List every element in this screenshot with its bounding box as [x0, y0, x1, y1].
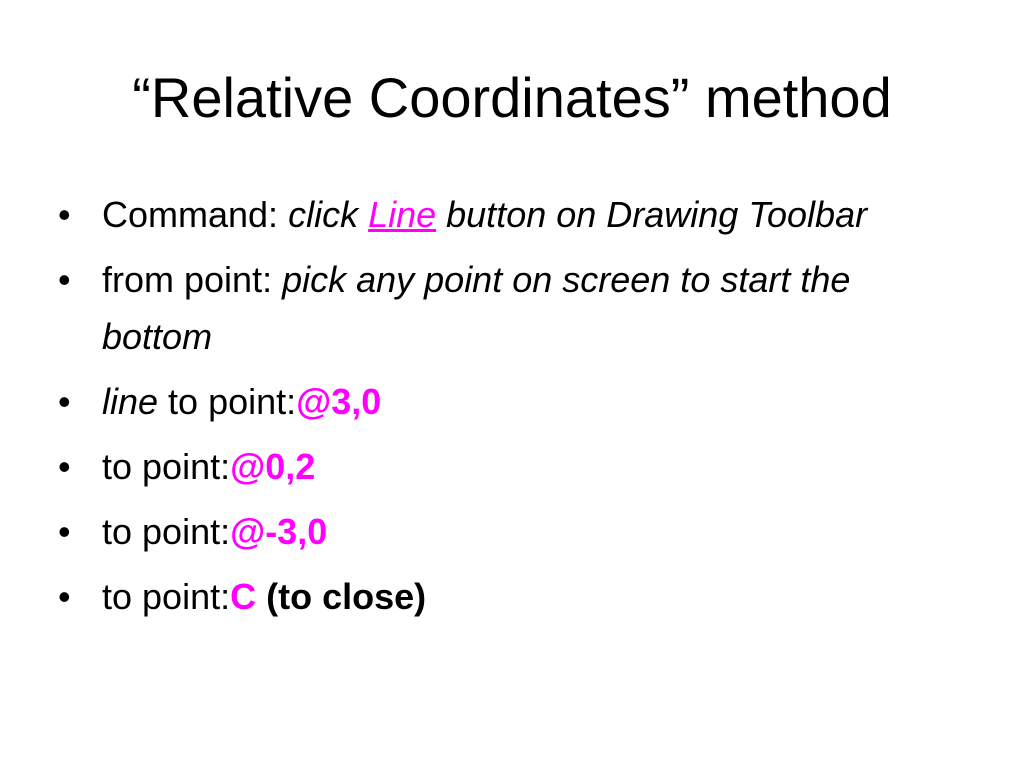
bullet-text: to point: [102, 511, 231, 552]
bullet-from-point [58, 251, 938, 365]
bullet-italic-text: click [288, 194, 369, 235]
bullet-prefix: from point: [102, 259, 283, 300]
bullet-italic-text: line [102, 381, 159, 422]
bullet-icon: • [58, 446, 71, 487]
bullet-icon: • [58, 259, 71, 300]
bullet-command [58, 186, 938, 243]
coordinate-value: @0,2 [230, 446, 316, 487]
slide-title: “Relative Coordinates” method [132, 66, 892, 129]
bullet-line-to-point [58, 373, 938, 430]
bullet-list [58, 186, 938, 633]
bullet-prefix: Command: [102, 194, 289, 235]
bullet-italic-text: button on Drawing Toolbar [436, 194, 868, 235]
bullet-icon: • [58, 576, 71, 617]
coordinate-value: @3,0 [296, 381, 382, 422]
bullet-text: to point: [102, 446, 231, 487]
coordinate-value: @-3,0 [230, 511, 328, 552]
bullet-close [58, 568, 938, 625]
bullet-text: to point: [158, 381, 297, 422]
bullet-to-point [58, 438, 938, 495]
close-command-value: C [230, 576, 257, 617]
bullet-text: to point: [102, 576, 231, 617]
close-suffix: (to close) [256, 576, 427, 617]
bullet-icon: • [58, 511, 71, 552]
bullet-to-point [58, 503, 938, 560]
line-link[interactable]: Line [368, 194, 437, 235]
bullet-icon: • [58, 381, 71, 422]
bullet-icon: • [58, 194, 71, 235]
bullet-italic-text: pick any point on screen to start the bottom [102, 259, 851, 357]
